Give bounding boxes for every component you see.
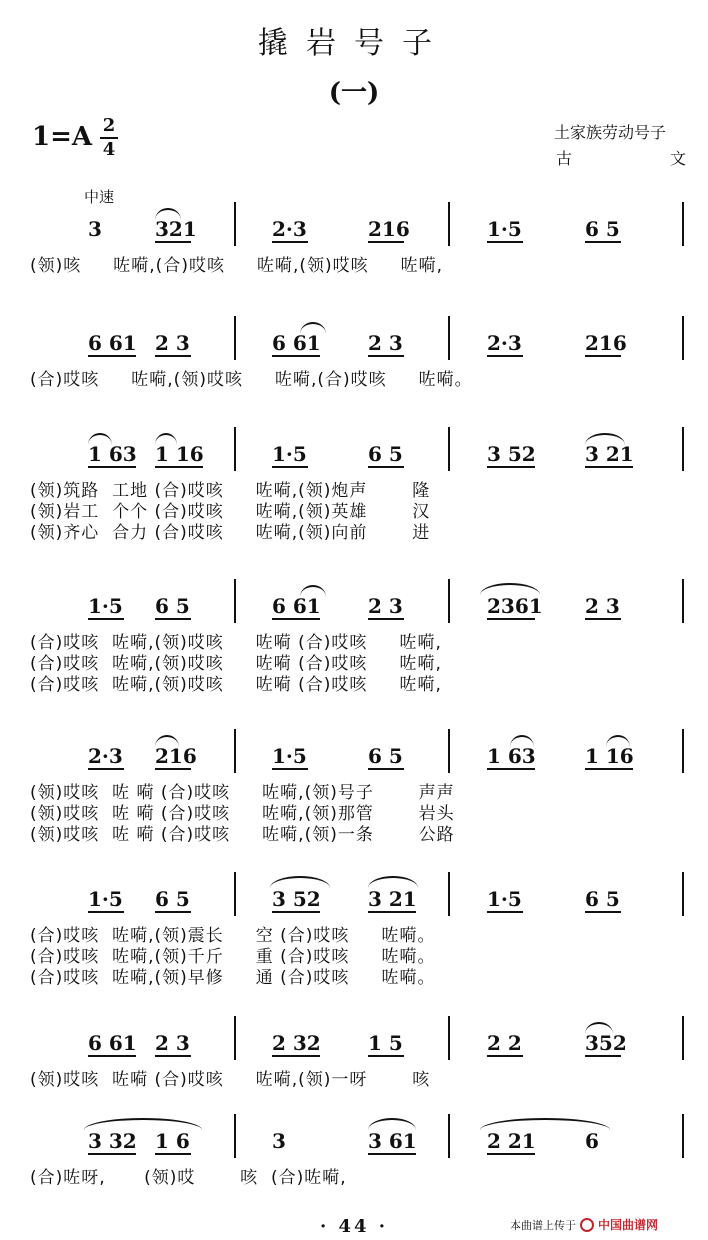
bar-line [234, 1114, 236, 1158]
meter-denominator: 4 [102, 139, 116, 160]
beam-underline [487, 911, 523, 913]
upload-note: 本曲谱上传于 [510, 1218, 576, 1232]
note-group: 2 21 [487, 1129, 536, 1153]
notation-system [0, 443, 708, 553]
note-group: 2 3 [368, 331, 403, 355]
note-group: 2 3 [368, 594, 403, 618]
bar-line [234, 1016, 236, 1060]
notation-system [0, 888, 708, 998]
beam-underline [585, 355, 621, 357]
beam-underline [585, 768, 633, 770]
bar-line [448, 579, 450, 623]
beam-underline [487, 768, 535, 770]
note-group: 1·5 [88, 887, 123, 911]
note-group: 321 [155, 217, 197, 241]
beam-underline [155, 1153, 191, 1155]
bar-line [682, 202, 684, 246]
note-group: 1·5 [487, 217, 522, 241]
bar-line [682, 1016, 684, 1060]
beam-underline [155, 768, 191, 770]
beam-underline [487, 618, 535, 620]
bar-line [234, 579, 236, 623]
bar-line [448, 729, 450, 773]
lyric-line: (领)齐心 合力 (合)哎咳 咗嗬,(领)向前 进 [30, 523, 431, 543]
note-group: 216 [368, 217, 410, 241]
note-group: 6 5 [155, 594, 190, 618]
key-signature: 1=A [32, 122, 93, 152]
beam-underline [585, 1055, 621, 1057]
note-group: 6 61 [88, 1031, 137, 1055]
note-group: 1·5 [272, 442, 307, 466]
beam-underline [272, 911, 320, 913]
site-logo-icon [580, 1218, 594, 1232]
beam-underline [272, 768, 308, 770]
note-group: 6 5 [368, 744, 403, 768]
beam-underline [272, 1055, 320, 1057]
beam-underline [585, 911, 621, 913]
lyric-line: (领)哎咳 咗 嗬 (合)哎咳 咗嗬,(领)号子 声声 [30, 783, 455, 803]
note-group: 3 61 [368, 1129, 417, 1153]
notation-system [0, 595, 708, 705]
bar-line [448, 202, 450, 246]
note-group: 1·5 [88, 594, 123, 618]
note-group: 6 5 [585, 887, 620, 911]
note-group: 6 61 [272, 594, 321, 618]
bar-line [234, 729, 236, 773]
lyric-line: (合)哎咳 咗嗬,(领)哎咳 咗嗬 (合)哎咳 咗嗬, [30, 633, 442, 653]
time-signature [100, 116, 118, 160]
bar-line [234, 202, 236, 246]
slur-arc [368, 876, 418, 888]
note-group: 2 3 [155, 1031, 190, 1055]
beam-underline [88, 355, 136, 357]
notation-system [0, 218, 708, 328]
note-group: 1 63 [88, 442, 137, 466]
beam-underline [155, 355, 191, 357]
slur-arc [155, 735, 179, 747]
beam-underline [272, 241, 308, 243]
note-group: 6 [585, 1129, 599, 1153]
bar-line [234, 316, 236, 360]
bar-line [448, 316, 450, 360]
beam-underline [368, 911, 416, 913]
beam-underline [272, 618, 320, 620]
slur-arc [606, 735, 630, 747]
beam-underline [155, 241, 191, 243]
note-group: 3 52 [487, 442, 536, 466]
beam-underline [88, 1055, 136, 1057]
author-credit [556, 146, 686, 169]
beam-underline [88, 466, 136, 468]
note-group: 6 61 [88, 331, 137, 355]
note-group: 6 5 [155, 887, 190, 911]
bar-line [682, 427, 684, 471]
note-group: 6 5 [585, 217, 620, 241]
note-group: 352 [585, 1031, 627, 1055]
note-group: 2·3 [88, 744, 123, 768]
bar-line [682, 872, 684, 916]
note-group: 1·5 [487, 887, 522, 911]
beam-underline [368, 355, 404, 357]
lyric-line: (合)哎咳 咗嗬,(领)哎咳 咗嗬,(合)哎咳 咗嗬。 [30, 370, 473, 390]
genre-credit: 土家族劳动号子 [554, 123, 667, 142]
beam-underline [88, 1153, 136, 1155]
bar-line [682, 316, 684, 360]
lyric-line: (合)哎咳 咗嗬,(领)千斤 重 (合)哎咳 咗嗬。 [30, 947, 436, 967]
slur-arc [480, 583, 540, 595]
note-group: 3 [88, 217, 102, 241]
beam-underline [487, 466, 535, 468]
site-name: 中国曲谱网 [598, 1218, 659, 1232]
slur-arc [155, 208, 181, 220]
note-group: 2 2 [487, 1031, 522, 1055]
beam-underline [585, 241, 621, 243]
beam-underline [487, 241, 523, 243]
note-group: 3 [272, 1129, 286, 1153]
note-group: 1 63 [487, 744, 536, 768]
beam-underline [368, 1055, 404, 1057]
lyric-line: (合)哎咳 咗嗬,(领)早修 通 (合)哎咳 咗嗬。 [30, 968, 436, 988]
lyric-line: (领)岩工 个个 (合)哎咳 咗嗬,(领)英雄 汉 [30, 502, 431, 522]
beam-underline [368, 768, 404, 770]
note-group: 6 5 [368, 442, 403, 466]
note-group: 2·3 [272, 217, 307, 241]
lyric-line: (合)哎咳 咗嗬,(领)哎咳 咗嗬 (合)哎咳 咗嗬, [30, 654, 442, 674]
note-group: 216 [585, 331, 627, 355]
beam-underline [487, 1055, 523, 1057]
meter-numerator: 2 [102, 115, 116, 136]
note-group: 6 61 [272, 331, 321, 355]
beam-underline [368, 466, 404, 468]
note-group: 3 52 [272, 887, 321, 911]
bar-line [682, 729, 684, 773]
beam-underline [155, 1055, 191, 1057]
notation-system [0, 332, 708, 442]
bar-line [448, 427, 450, 471]
beam-underline [88, 618, 124, 620]
lyric-line: (领)筑路 工地 (合)哎咳 咗嗬,(领)炮声 隆 [30, 481, 431, 501]
beam-underline [368, 618, 404, 620]
bar-line [448, 1016, 450, 1060]
note-group: 2361 [487, 594, 543, 618]
beam-underline [368, 1153, 416, 1155]
author-char-2: 文 [669, 149, 686, 168]
upload-footer [510, 1216, 658, 1233]
note-group: 216 [155, 744, 197, 768]
lyric-line: (合)哎咳 咗嗬,(领)震长 空 (合)哎咳 咗嗬。 [30, 926, 436, 946]
beam-underline [272, 466, 308, 468]
beam-underline [368, 241, 404, 243]
section-number: (一) [328, 78, 380, 108]
beam-underline [155, 466, 203, 468]
beam-underline [585, 618, 621, 620]
lyric-line: (合)哎咳 咗嗬,(领)哎咳 咗嗬 (合)哎咳 咗嗬, [30, 675, 442, 695]
note-group: 2 3 [155, 331, 190, 355]
beam-underline [155, 618, 191, 620]
author-char-1: 古 [556, 149, 573, 168]
note-group: 1·5 [272, 744, 307, 768]
beam-underline [585, 466, 633, 468]
note-group: 3 21 [368, 887, 417, 911]
note-group: 3 32 [88, 1129, 137, 1153]
slur-arc [585, 1022, 613, 1034]
lyric-line: (领)咳 咗嗬,(合)哎咳 咗嗬,(领)哎咳 咗嗬, [30, 256, 444, 276]
beam-underline [88, 911, 124, 913]
lyric-line: (领)哎咳 咗 嗬 (合)哎咳 咗嗬,(领)那管 岩头 [30, 804, 455, 824]
bar-line [682, 1114, 684, 1158]
page-number: · 44 · [319, 1216, 389, 1237]
beam-underline [487, 355, 523, 357]
lyric-line: (合)咗呀, (领)哎 咳 (合)咗嗬, [30, 1168, 347, 1188]
bar-line [682, 579, 684, 623]
lyric-line: (领)哎咳 咗嗬 (合)哎咳 咗嗬,(领)一呀 咳 [30, 1070, 431, 1090]
bar-line [234, 872, 236, 916]
slur-arc [270, 876, 330, 888]
note-group: 1 16 [585, 744, 634, 768]
note-group: 1 5 [368, 1031, 403, 1055]
page-title: 撬岩号子 [258, 26, 450, 61]
note-group: 2 3 [585, 594, 620, 618]
note-group: 2 32 [272, 1031, 321, 1055]
beam-underline [155, 911, 191, 913]
lyric-line: (领)哎咳 咗 嗬 (合)哎咳 咗嗬,(领)一条 公路 [30, 825, 455, 845]
note-group: 1 16 [155, 442, 204, 466]
notation-system [0, 745, 708, 855]
note-group: 2·3 [487, 331, 522, 355]
bar-line [448, 872, 450, 916]
note-group: 3 21 [585, 442, 634, 466]
bar-line [448, 1114, 450, 1158]
beam-underline [272, 355, 320, 357]
tempo-marking: 中速 [84, 188, 115, 206]
note-group: 1 6 [155, 1129, 190, 1153]
beam-underline [487, 1153, 535, 1155]
slur-arc [300, 585, 326, 597]
slur-arc [510, 735, 534, 747]
bar-line [234, 427, 236, 471]
beam-underline [88, 768, 124, 770]
